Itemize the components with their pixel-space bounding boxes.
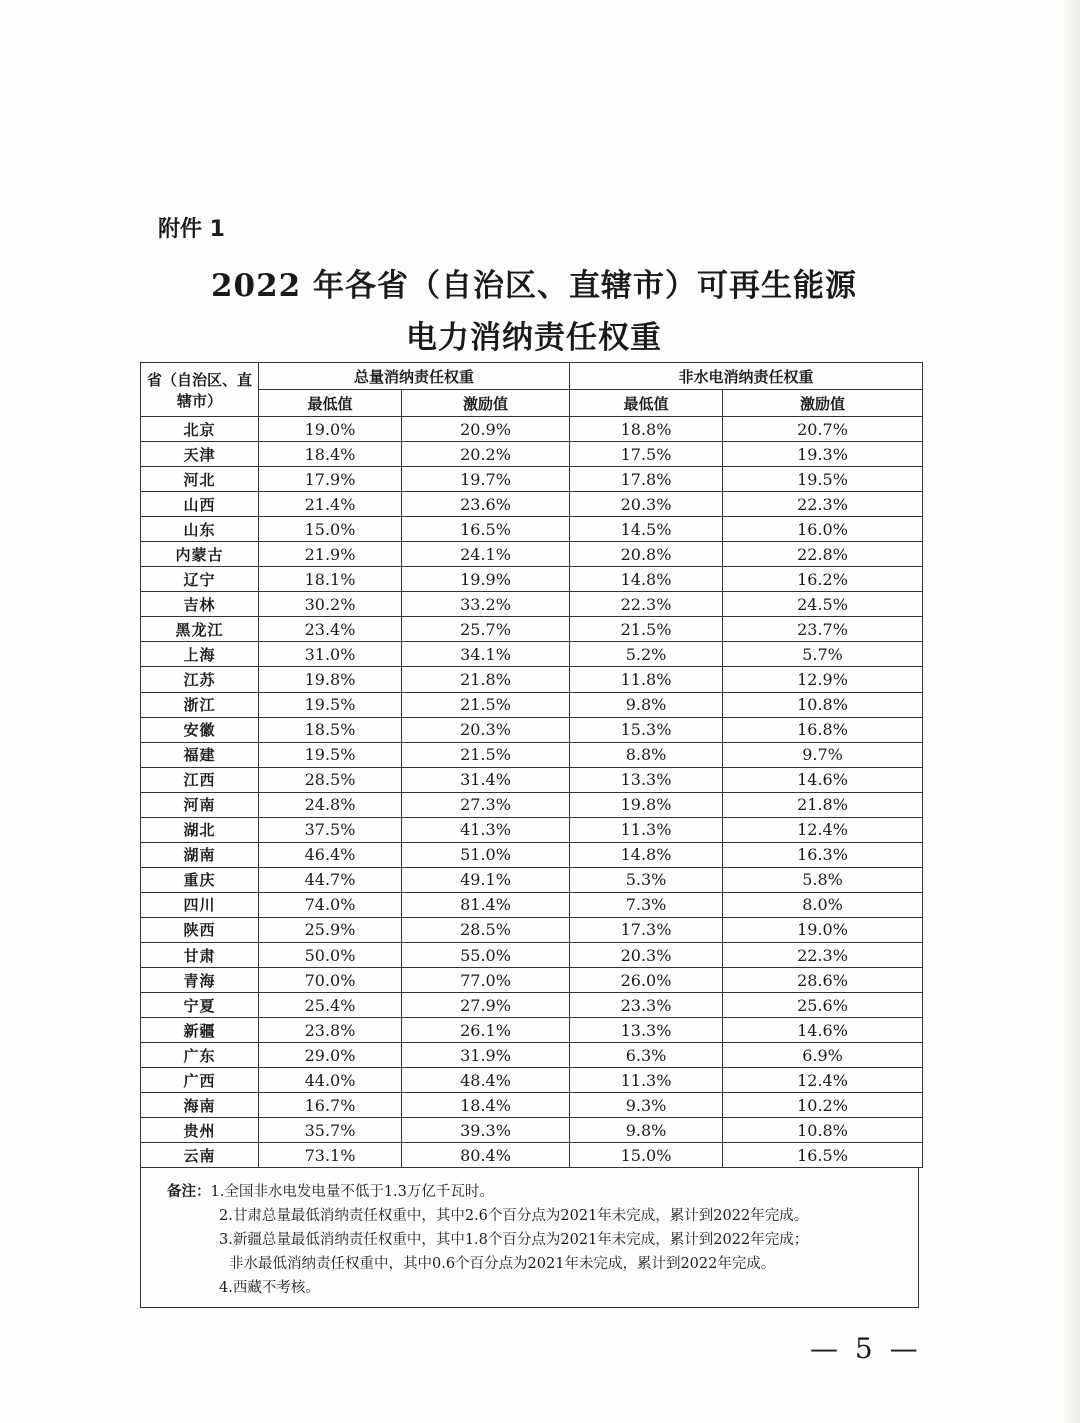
nonhydro-incentive-cell: 8.0% bbox=[723, 892, 923, 917]
table-row bbox=[141, 993, 923, 1018]
weights-table bbox=[140, 362, 923, 1168]
total-min-cell: 29.0% bbox=[259, 1043, 402, 1068]
total-min-cell: 46.4% bbox=[259, 842, 402, 867]
table-row bbox=[141, 567, 923, 592]
table-body bbox=[141, 417, 923, 1168]
table-row bbox=[141, 467, 923, 492]
total-min-cell: 44.7% bbox=[259, 867, 402, 892]
table-row bbox=[141, 592, 923, 617]
total-incentive-cell: 21.5% bbox=[402, 742, 570, 767]
total-min-cell: 25.9% bbox=[259, 917, 402, 942]
province-cell: 湖南 bbox=[141, 842, 259, 867]
province-cell: 吉林 bbox=[141, 592, 259, 617]
total-incentive-cell: 27.3% bbox=[402, 792, 570, 817]
table-row bbox=[141, 642, 923, 667]
header-nonhydro-min: 最低值 bbox=[570, 390, 723, 417]
nonhydro-min-cell: 15.3% bbox=[570, 717, 723, 742]
table-row bbox=[141, 717, 923, 742]
total-incentive-cell: 49.1% bbox=[402, 867, 570, 892]
nonhydro-incentive-cell: 25.6% bbox=[723, 993, 923, 1018]
nonhydro-incentive-cell: 9.7% bbox=[723, 742, 923, 767]
total-incentive-cell: 20.2% bbox=[402, 442, 570, 467]
total-min-cell: 17.9% bbox=[259, 467, 402, 492]
nonhydro-min-cell: 9.8% bbox=[570, 1118, 723, 1143]
table-row bbox=[141, 517, 923, 542]
nonhydro-min-cell: 9.8% bbox=[570, 692, 723, 717]
header-total-incentive: 激励值 bbox=[402, 390, 570, 417]
nonhydro-min-cell: 20.3% bbox=[570, 492, 723, 517]
page-number: — 5 — bbox=[810, 1332, 922, 1365]
total-min-cell: 74.0% bbox=[259, 892, 402, 917]
province-cell: 北京 bbox=[141, 417, 259, 442]
nonhydro-min-cell: 11.3% bbox=[570, 1068, 723, 1093]
table-row bbox=[141, 1068, 923, 1093]
document-title-line1: 2022 年各省（自治区、直辖市）可再生能源 bbox=[210, 268, 858, 304]
table-row bbox=[141, 968, 923, 993]
total-incentive-cell: 26.1% bbox=[402, 1018, 570, 1043]
total-incentive-cell: 81.4% bbox=[402, 892, 570, 917]
nonhydro-min-cell: 13.3% bbox=[570, 1018, 723, 1043]
total-min-cell: 16.7% bbox=[259, 1093, 402, 1118]
total-min-cell: 73.1% bbox=[259, 1143, 402, 1168]
table-row bbox=[141, 1093, 923, 1118]
province-cell: 广西 bbox=[141, 1068, 259, 1093]
nonhydro-min-cell: 20.3% bbox=[570, 942, 723, 967]
nonhydro-min-cell: 18.8% bbox=[570, 417, 723, 442]
nonhydro-incentive-cell: 21.8% bbox=[723, 792, 923, 817]
province-cell: 云南 bbox=[141, 1143, 259, 1168]
nonhydro-incentive-cell: 14.6% bbox=[723, 1018, 923, 1043]
nonhydro-min-cell: 5.3% bbox=[570, 867, 723, 892]
nonhydro-incentive-cell: 16.5% bbox=[723, 1143, 923, 1168]
total-incentive-cell: 28.5% bbox=[402, 917, 570, 942]
total-incentive-cell: 48.4% bbox=[402, 1068, 570, 1093]
total-min-cell: 24.8% bbox=[259, 792, 402, 817]
nonhydro-incentive-cell: 19.3% bbox=[723, 442, 923, 467]
header-total-weight: 总量消纳责任权重 bbox=[259, 363, 570, 390]
table-row bbox=[141, 742, 923, 767]
scan-edge-shadow bbox=[1062, 0, 1080, 1423]
province-cell: 新疆 bbox=[141, 1018, 259, 1043]
total-min-cell: 21.9% bbox=[259, 542, 402, 567]
province-cell: 贵州 bbox=[141, 1118, 259, 1143]
total-incentive-cell: 31.9% bbox=[402, 1043, 570, 1068]
total-incentive-cell: 21.8% bbox=[402, 667, 570, 692]
header-nonhydro-incentive: 激励值 bbox=[723, 390, 923, 417]
nonhydro-incentive-cell: 14.6% bbox=[723, 767, 923, 792]
table-row bbox=[141, 542, 923, 567]
note-4: 4.西藏不考核。 bbox=[219, 1280, 320, 1297]
note-line-1 bbox=[167, 1180, 918, 1204]
total-min-cell: 23.8% bbox=[259, 1018, 402, 1043]
total-min-cell: 31.0% bbox=[259, 642, 402, 667]
table-row bbox=[141, 1143, 923, 1168]
nonhydro-incentive-cell: 10.2% bbox=[723, 1093, 923, 1118]
table-row bbox=[141, 867, 923, 892]
nonhydro-incentive-cell: 10.8% bbox=[723, 692, 923, 717]
nonhydro-min-cell: 19.8% bbox=[570, 792, 723, 817]
province-cell: 山西 bbox=[141, 492, 259, 517]
nonhydro-incentive-cell: 16.3% bbox=[723, 842, 923, 867]
nonhydro-incentive-cell: 10.8% bbox=[723, 1118, 923, 1143]
province-cell: 河南 bbox=[141, 792, 259, 817]
province-cell: 湖北 bbox=[141, 817, 259, 842]
table-row bbox=[141, 892, 923, 917]
total-incentive-cell: 20.3% bbox=[402, 717, 570, 742]
province-cell: 江西 bbox=[141, 767, 259, 792]
nonhydro-incentive-cell: 5.8% bbox=[723, 867, 923, 892]
table-row bbox=[141, 692, 923, 717]
table-row bbox=[141, 442, 923, 467]
total-incentive-cell: 25.7% bbox=[402, 617, 570, 642]
province-cell: 重庆 bbox=[141, 867, 259, 892]
province-cell: 甘肃 bbox=[141, 942, 259, 967]
province-cell: 青海 bbox=[141, 968, 259, 993]
total-min-cell: 18.5% bbox=[259, 717, 402, 742]
nonhydro-incentive-cell: 22.8% bbox=[723, 542, 923, 567]
total-incentive-cell: 20.9% bbox=[402, 417, 570, 442]
nonhydro-min-cell: 11.3% bbox=[570, 817, 723, 842]
nonhydro-incentive-cell: 24.5% bbox=[723, 592, 923, 617]
nonhydro-incentive-cell: 22.3% bbox=[723, 492, 923, 517]
note-3-continued: 非水最低消纳责任权重中，其中0.6个百分点为2021年未完成，累计到2022年完成。 bbox=[229, 1256, 776, 1273]
nonhydro-incentive-cell: 28.6% bbox=[723, 968, 923, 993]
province-cell: 内蒙古 bbox=[141, 542, 259, 567]
province-cell: 福建 bbox=[141, 742, 259, 767]
total-incentive-cell: 19.7% bbox=[402, 467, 570, 492]
nonhydro-min-cell: 23.3% bbox=[570, 993, 723, 1018]
table-row bbox=[141, 1043, 923, 1068]
total-incentive-cell: 16.5% bbox=[402, 517, 570, 542]
total-min-cell: 19.8% bbox=[259, 667, 402, 692]
total-incentive-cell: 33.2% bbox=[402, 592, 570, 617]
province-cell: 江苏 bbox=[141, 667, 259, 692]
nonhydro-min-cell: 13.3% bbox=[570, 767, 723, 792]
nonhydro-min-cell: 11.8% bbox=[570, 667, 723, 692]
table-row bbox=[141, 1118, 923, 1143]
header-province-label: 省（自治区、直辖市） bbox=[146, 370, 252, 410]
attachment-label: 附件 1 bbox=[158, 217, 225, 242]
nonhydro-min-cell: 22.3% bbox=[570, 592, 723, 617]
nonhydro-incentive-cell: 12.9% bbox=[723, 667, 923, 692]
header-nonhydro-weight: 非水电消纳责任权重 bbox=[570, 363, 923, 390]
total-incentive-cell: 31.4% bbox=[402, 767, 570, 792]
nonhydro-incentive-cell: 5.7% bbox=[723, 642, 923, 667]
header-total-min: 最低值 bbox=[259, 390, 402, 417]
province-cell: 宁夏 bbox=[141, 993, 259, 1018]
nonhydro-min-cell: 17.3% bbox=[570, 917, 723, 942]
nonhydro-min-cell: 14.5% bbox=[570, 517, 723, 542]
total-min-cell: 19.5% bbox=[259, 742, 402, 767]
total-min-cell: 15.0% bbox=[259, 517, 402, 542]
table-row bbox=[141, 842, 923, 867]
total-incentive-cell: 39.3% bbox=[402, 1118, 570, 1143]
total-min-cell: 18.4% bbox=[259, 442, 402, 467]
nonhydro-incentive-cell: 12.4% bbox=[723, 1068, 923, 1093]
total-incentive-cell: 41.3% bbox=[402, 817, 570, 842]
province-cell: 河北 bbox=[141, 467, 259, 492]
total-min-cell: 37.5% bbox=[259, 817, 402, 842]
total-incentive-cell: 21.5% bbox=[402, 692, 570, 717]
nonhydro-min-cell: 14.8% bbox=[570, 842, 723, 867]
nonhydro-min-cell: 5.2% bbox=[570, 642, 723, 667]
document-title-line2: 电力消纳责任权重 bbox=[406, 320, 662, 356]
total-incentive-cell: 77.0% bbox=[402, 968, 570, 993]
province-cell: 天津 bbox=[141, 442, 259, 467]
total-min-cell: 21.4% bbox=[259, 492, 402, 517]
table-row bbox=[141, 942, 923, 967]
province-cell: 海南 bbox=[141, 1093, 259, 1118]
nonhydro-incentive-cell: 16.8% bbox=[723, 717, 923, 742]
province-cell: 广东 bbox=[141, 1043, 259, 1068]
nonhydro-min-cell: 8.8% bbox=[570, 742, 723, 767]
table-row bbox=[141, 1018, 923, 1043]
province-cell: 辽宁 bbox=[141, 567, 259, 592]
total-min-cell: 50.0% bbox=[259, 942, 402, 967]
total-min-cell: 18.1% bbox=[259, 567, 402, 592]
nonhydro-min-cell: 20.8% bbox=[570, 542, 723, 567]
total-min-cell: 30.2% bbox=[259, 592, 402, 617]
nonhydro-incentive-cell: 20.7% bbox=[723, 417, 923, 442]
province-cell: 陕西 bbox=[141, 917, 259, 942]
province-cell: 上海 bbox=[141, 642, 259, 667]
total-min-cell: 35.7% bbox=[259, 1118, 402, 1143]
nonhydro-incentive-cell: 22.3% bbox=[723, 942, 923, 967]
nonhydro-min-cell: 14.8% bbox=[570, 567, 723, 592]
nonhydro-min-cell: 17.8% bbox=[570, 467, 723, 492]
nonhydro-min-cell: 6.3% bbox=[570, 1043, 723, 1068]
weights-table-container bbox=[140, 362, 922, 1308]
total-min-cell: 19.0% bbox=[259, 417, 402, 442]
total-min-cell: 44.0% bbox=[259, 1068, 402, 1093]
total-incentive-cell: 51.0% bbox=[402, 842, 570, 867]
total-incentive-cell: 24.1% bbox=[402, 542, 570, 567]
total-incentive-cell: 55.0% bbox=[402, 942, 570, 967]
province-cell: 四川 bbox=[141, 892, 259, 917]
total-min-cell: 28.5% bbox=[259, 767, 402, 792]
table-row bbox=[141, 667, 923, 692]
notes-box bbox=[140, 1168, 919, 1308]
nonhydro-min-cell: 26.0% bbox=[570, 968, 723, 993]
table-row bbox=[141, 767, 923, 792]
nonhydro-incentive-cell: 19.0% bbox=[723, 917, 923, 942]
total-incentive-cell: 80.4% bbox=[402, 1143, 570, 1168]
table-row bbox=[141, 817, 923, 842]
province-cell: 浙江 bbox=[141, 692, 259, 717]
total-incentive-cell: 19.9% bbox=[402, 567, 570, 592]
table-row bbox=[141, 417, 923, 442]
table-row bbox=[141, 617, 923, 642]
nonhydro-min-cell: 21.5% bbox=[570, 617, 723, 642]
total-incentive-cell: 18.4% bbox=[402, 1093, 570, 1118]
total-incentive-cell: 27.9% bbox=[402, 993, 570, 1018]
table-row bbox=[141, 917, 923, 942]
notes-label: 备注： bbox=[167, 1184, 211, 1201]
total-incentive-cell: 23.6% bbox=[402, 492, 570, 517]
province-cell: 安徽 bbox=[141, 717, 259, 742]
nonhydro-incentive-cell: 16.2% bbox=[723, 567, 923, 592]
nonhydro-min-cell: 15.0% bbox=[570, 1143, 723, 1168]
note-1: 1.全国非水电发电量不低于1.3万亿千瓦时。 bbox=[210, 1184, 494, 1201]
nonhydro-incentive-cell: 6.9% bbox=[723, 1043, 923, 1068]
total-min-cell: 70.0% bbox=[259, 968, 402, 993]
total-min-cell: 19.5% bbox=[259, 692, 402, 717]
nonhydro-incentive-cell: 19.5% bbox=[723, 467, 923, 492]
note-3: 3.新疆总量最低消纳责任权重中，其中1.8个百分点为2021年未完成，累计到2022年完成； bbox=[219, 1232, 809, 1249]
nonhydro-min-cell: 7.3% bbox=[570, 892, 723, 917]
total-min-cell: 25.4% bbox=[259, 993, 402, 1018]
province-cell: 黑龙江 bbox=[141, 617, 259, 642]
table-row bbox=[141, 492, 923, 517]
header-province bbox=[141, 363, 259, 417]
nonhydro-incentive-cell: 23.7% bbox=[723, 617, 923, 642]
nonhydro-incentive-cell: 16.0% bbox=[723, 517, 923, 542]
nonhydro-min-cell: 17.5% bbox=[570, 442, 723, 467]
total-min-cell: 23.4% bbox=[259, 617, 402, 642]
province-cell: 山东 bbox=[141, 517, 259, 542]
nonhydro-min-cell: 9.3% bbox=[570, 1093, 723, 1118]
note-2: 2.甘肃总量最低消纳责任权重中，其中2.6个百分点为2021年未完成，累计到2022年完成。 bbox=[219, 1208, 809, 1225]
nonhydro-incentive-cell: 12.4% bbox=[723, 817, 923, 842]
table-row bbox=[141, 792, 923, 817]
total-incentive-cell: 34.1% bbox=[402, 642, 570, 667]
